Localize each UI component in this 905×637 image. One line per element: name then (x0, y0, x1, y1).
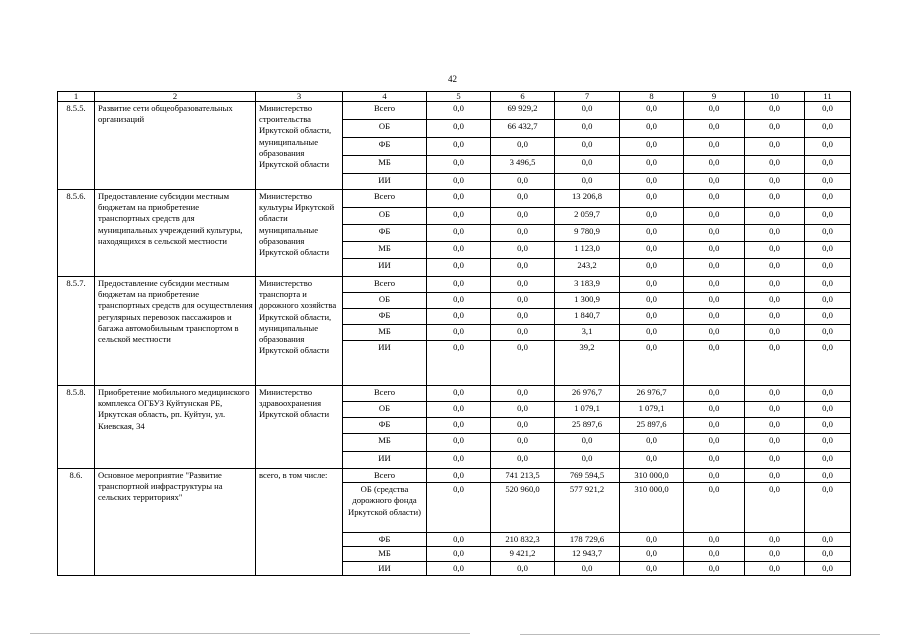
value-cell: 1 079,1 (555, 402, 620, 418)
value-cell: 0,0 (745, 386, 805, 402)
value-cell: 0,0 (620, 156, 684, 174)
value-cell: 0,0 (684, 325, 745, 341)
value-cell: 0,0 (555, 452, 620, 469)
header-cell: 5 (427, 92, 491, 102)
value-cell: 0,0 (684, 277, 745, 293)
value-cell: 0,0 (684, 547, 745, 561)
value-cell: 0,0 (620, 452, 684, 469)
value-cell: 0,0 (427, 309, 491, 325)
value-cell: 0,0 (805, 386, 851, 402)
value-cell: 0,0 (491, 208, 555, 225)
value-cell: 25 897,6 (555, 418, 620, 434)
funding-source: Всего (343, 190, 427, 208)
header-cell: 3 (256, 92, 343, 102)
value-cell: 0,0 (745, 402, 805, 418)
value-cell: 0,0 (620, 434, 684, 452)
value-cell: 0,0 (684, 469, 745, 483)
value-cell: 0,0 (745, 208, 805, 225)
value-cell: 520 960,0 (491, 483, 555, 533)
value-cell: 12 943,7 (555, 547, 620, 561)
value-cell: 0,0 (745, 259, 805, 277)
value-cell: 0,0 (805, 434, 851, 452)
value-cell: 3 496,5 (491, 156, 555, 174)
value-cell: 178 729,6 (555, 533, 620, 547)
value-cell: 9 780,9 (555, 225, 620, 242)
value-cell: 0,0 (555, 102, 620, 120)
value-cell: 0,0 (427, 341, 491, 386)
value-cell: 0,0 (805, 277, 851, 293)
value-cell: 0,0 (491, 561, 555, 575)
item-name: Развитие сети общеобразовательных организаций (95, 102, 256, 190)
value-cell: 0,0 (684, 402, 745, 418)
value-cell: 0,0 (684, 483, 745, 533)
value-cell: 0,0 (805, 293, 851, 309)
value-cell: 0,0 (684, 293, 745, 309)
value-cell: 310 000,0 (620, 483, 684, 533)
value-cell: 0,0 (684, 138, 745, 156)
table-row (58, 190, 851, 208)
header-cell: 10 (745, 92, 805, 102)
funding-source: Всего (343, 277, 427, 293)
value-cell: 1 300,9 (555, 293, 620, 309)
value-cell: 0,0 (491, 138, 555, 156)
value-cell: 66 432,7 (491, 120, 555, 138)
budget-table (57, 91, 851, 576)
value-cell: 0,0 (427, 386, 491, 402)
value-cell: 1 840,7 (555, 309, 620, 325)
value-cell: 0,0 (427, 325, 491, 341)
header-cell: 4 (343, 92, 427, 102)
value-cell: 0,0 (555, 561, 620, 575)
value-cell: 577 921,2 (555, 483, 620, 533)
value-cell: 39,2 (555, 341, 620, 386)
table-row (58, 386, 851, 402)
item-number: 8.5.6. (58, 190, 95, 277)
value-cell: 0,0 (684, 434, 745, 452)
funding-source: Всего (343, 469, 427, 483)
executor: Министерство культуры Иркутской области муниципальные образования Иркутской области (256, 190, 343, 277)
scan-artifact-line (520, 634, 880, 635)
value-cell: 0,0 (427, 452, 491, 469)
value-cell: 0,0 (555, 174, 620, 190)
value-cell: 0,0 (427, 190, 491, 208)
value-cell: 0,0 (427, 547, 491, 561)
scan-artifact-line (30, 633, 470, 634)
table-row (58, 469, 851, 483)
value-cell: 0,0 (491, 325, 555, 341)
value-cell: 0,0 (620, 309, 684, 325)
value-cell: 210 832,3 (491, 533, 555, 547)
value-cell: 0,0 (745, 452, 805, 469)
value-cell: 0,0 (427, 208, 491, 225)
item-number: 8.5.8. (58, 386, 95, 469)
header-cell: 7 (555, 92, 620, 102)
value-cell: 2 059,7 (555, 208, 620, 225)
funding-source: ФБ (343, 138, 427, 156)
item-name: Приобретение мобильного медицинского комплекса ОГБУЗ Куйтунская РБ, Иркутская область, рп. Куйтун, ул. Киевская, 34 (95, 386, 256, 469)
value-cell: 0,0 (427, 156, 491, 174)
value-cell: 0,0 (491, 309, 555, 325)
value-cell: 0,0 (805, 561, 851, 575)
funding-source: МБ (343, 156, 427, 174)
value-cell: 0,0 (805, 452, 851, 469)
value-cell: 0,0 (620, 277, 684, 293)
value-cell: 0,0 (805, 242, 851, 259)
value-cell: 0,0 (427, 418, 491, 434)
value-cell: 0,0 (427, 483, 491, 533)
value-cell: 0,0 (427, 277, 491, 293)
funding-source: ФБ (343, 309, 427, 325)
value-cell: 0,0 (427, 138, 491, 156)
funding-source: ИИ (343, 259, 427, 277)
header-row (58, 92, 851, 102)
value-cell: 0,0 (805, 174, 851, 190)
value-cell: 0,0 (491, 386, 555, 402)
value-cell: 0,0 (805, 325, 851, 341)
value-cell: 0,0 (620, 547, 684, 561)
value-cell: 0,0 (805, 138, 851, 156)
value-cell: 0,0 (805, 341, 851, 386)
header-cell: 6 (491, 92, 555, 102)
header-cell: 2 (95, 92, 256, 102)
funding-source: ОБ (343, 120, 427, 138)
value-cell: 0,0 (427, 434, 491, 452)
value-cell: 0,0 (555, 434, 620, 452)
value-cell: 69 929,2 (491, 102, 555, 120)
value-cell: 0,0 (684, 120, 745, 138)
value-cell: 741 213,5 (491, 469, 555, 483)
funding-source: ОБ (343, 402, 427, 418)
funding-source: ФБ (343, 418, 427, 434)
value-cell: 0,0 (745, 341, 805, 386)
value-cell: 0,0 (745, 434, 805, 452)
funding-source: ИИ (343, 341, 427, 386)
funding-source: ИИ (343, 561, 427, 575)
value-cell: 0,0 (684, 174, 745, 190)
value-cell: 0,0 (620, 293, 684, 309)
value-cell: 0,0 (620, 533, 684, 547)
value-cell: 0,0 (805, 208, 851, 225)
value-cell: 3 183,9 (555, 277, 620, 293)
value-cell: 0,0 (684, 102, 745, 120)
value-cell: 0,0 (805, 102, 851, 120)
value-cell: 1 079,1 (620, 402, 684, 418)
value-cell: 310 000,0 (620, 469, 684, 483)
executor: Министерство транспорта и дорожного хозяйства Иркутской области, муниципальные образования Иркутской области (256, 277, 343, 386)
value-cell: 26 976,7 (620, 386, 684, 402)
value-cell: 0,0 (745, 120, 805, 138)
value-cell: 0,0 (427, 174, 491, 190)
value-cell: 0,0 (805, 483, 851, 533)
value-cell: 0,0 (620, 242, 684, 259)
value-cell: 0,0 (805, 402, 851, 418)
value-cell: 0,0 (745, 469, 805, 483)
value-cell: 0,0 (491, 259, 555, 277)
value-cell: 0,0 (491, 225, 555, 242)
value-cell: 0,0 (555, 156, 620, 174)
value-cell: 0,0 (805, 469, 851, 483)
value-cell: 0,0 (745, 325, 805, 341)
value-cell: 0,0 (620, 325, 684, 341)
funding-source: МБ (343, 547, 427, 561)
value-cell: 0,0 (491, 418, 555, 434)
value-cell: 0,0 (684, 533, 745, 547)
value-cell: 243,2 (555, 259, 620, 277)
value-cell: 0,0 (745, 561, 805, 575)
value-cell: 0,0 (745, 483, 805, 533)
value-cell: 0,0 (805, 156, 851, 174)
value-cell: 0,0 (427, 242, 491, 259)
funding-source: ФБ (343, 225, 427, 242)
value-cell: 0,0 (684, 242, 745, 259)
value-cell: 0,0 (805, 190, 851, 208)
value-cell: 0,0 (684, 452, 745, 469)
value-cell: 0,0 (620, 341, 684, 386)
value-cell: 0,0 (491, 452, 555, 469)
value-cell: 0,0 (491, 293, 555, 309)
funding-source: ОБ (343, 293, 427, 309)
value-cell: 0,0 (684, 386, 745, 402)
value-cell: 9 421,2 (491, 547, 555, 561)
value-cell: 3,1 (555, 325, 620, 341)
header-cell: 8 (620, 92, 684, 102)
funding-source: ОБ (средства дорожного фонда Иркутской области) (343, 483, 427, 533)
value-cell: 0,0 (491, 174, 555, 190)
value-cell: 0,0 (427, 293, 491, 309)
value-cell: 0,0 (684, 259, 745, 277)
value-cell: 0,0 (684, 561, 745, 575)
value-cell: 0,0 (745, 418, 805, 434)
header-cell: 1 (58, 92, 95, 102)
value-cell: 26 976,7 (555, 386, 620, 402)
item-name: Предоставление субсидии местным бюджетам на приобретение транспортных средств для муниципальных учреждений культуры, находящихся в сельской местности (95, 190, 256, 277)
value-cell: 0,0 (684, 208, 745, 225)
value-cell: 0,0 (427, 402, 491, 418)
value-cell: 0,0 (684, 309, 745, 325)
value-cell: 0,0 (805, 309, 851, 325)
value-cell: 25 897,6 (620, 418, 684, 434)
value-cell: 0,0 (745, 309, 805, 325)
value-cell: 0,0 (620, 102, 684, 120)
value-cell: 0,0 (427, 469, 491, 483)
funding-source: МБ (343, 325, 427, 341)
header-cell: 9 (684, 92, 745, 102)
table-row (58, 102, 851, 120)
value-cell: 0,0 (620, 174, 684, 190)
value-cell: 0,0 (620, 138, 684, 156)
item-name: Основное мероприятие "Развитие транспортной инфраструктуры на сельских территориях" (95, 469, 256, 576)
value-cell: 0,0 (620, 225, 684, 242)
item-name: Предоставление субсидии местным бюджетам на приобретение транспортных средств для осуществления регулярных перевозок пассажиров и багажа автомобильным транспортом в сельской местности (95, 277, 256, 386)
item-number: 8.5.5. (58, 102, 95, 190)
value-cell: 0,0 (491, 402, 555, 418)
value-cell: 0,0 (555, 120, 620, 138)
value-cell: 0,0 (427, 120, 491, 138)
funding-source: ИИ (343, 174, 427, 190)
value-cell: 0,0 (620, 561, 684, 575)
value-cell: 0,0 (684, 156, 745, 174)
value-cell: 0,0 (805, 120, 851, 138)
funding-source: МБ (343, 434, 427, 452)
page-number: 42 (448, 74, 457, 84)
value-cell: 0,0 (805, 225, 851, 242)
funding-source: ИИ (343, 452, 427, 469)
value-cell: 0,0 (805, 259, 851, 277)
funding-source: МБ (343, 242, 427, 259)
value-cell: 0,0 (491, 341, 555, 386)
value-cell: 0,0 (491, 277, 555, 293)
value-cell: 0,0 (427, 102, 491, 120)
value-cell: 0,0 (684, 418, 745, 434)
value-cell: 0,0 (745, 102, 805, 120)
header-cell: 11 (805, 92, 851, 102)
table-row (58, 277, 851, 293)
value-cell: 0,0 (620, 190, 684, 208)
funding-source: ФБ (343, 533, 427, 547)
value-cell: 0,0 (491, 242, 555, 259)
value-cell: 0,0 (745, 156, 805, 174)
executor: всего, в том числе: (256, 469, 343, 576)
funding-source: Всего (343, 386, 427, 402)
value-cell: 0,0 (745, 190, 805, 208)
value-cell: 0,0 (745, 277, 805, 293)
value-cell: 0,0 (491, 434, 555, 452)
value-cell: 0,0 (805, 547, 851, 561)
executor: Министерство здравоохранения Иркутской области (256, 386, 343, 469)
value-cell: 0,0 (745, 533, 805, 547)
value-cell: 1 123,0 (555, 242, 620, 259)
value-cell: 0,0 (427, 225, 491, 242)
value-cell: 0,0 (745, 547, 805, 561)
value-cell: 0,0 (427, 259, 491, 277)
value-cell: 0,0 (620, 120, 684, 138)
value-cell: 0,0 (805, 418, 851, 434)
value-cell: 769 594,5 (555, 469, 620, 483)
item-number: 8.6. (58, 469, 95, 576)
value-cell: 0,0 (427, 561, 491, 575)
funding-source: Всего (343, 102, 427, 120)
value-cell: 0,0 (620, 208, 684, 225)
value-cell: 13 206,8 (555, 190, 620, 208)
value-cell: 0,0 (745, 138, 805, 156)
value-cell: 0,0 (427, 533, 491, 547)
value-cell: 0,0 (491, 190, 555, 208)
value-cell: 0,0 (745, 174, 805, 190)
value-cell: 0,0 (684, 225, 745, 242)
value-cell: 0,0 (555, 138, 620, 156)
executor: Министерство строительства Иркутской области, муниципальные образования Иркутской области (256, 102, 343, 190)
value-cell: 0,0 (684, 190, 745, 208)
item-number: 8.5.7. (58, 277, 95, 386)
value-cell: 0,0 (805, 533, 851, 547)
funding-source: ОБ (343, 208, 427, 225)
value-cell: 0,0 (684, 341, 745, 386)
value-cell: 0,0 (620, 259, 684, 277)
value-cell: 0,0 (745, 242, 805, 259)
value-cell: 0,0 (745, 225, 805, 242)
value-cell: 0,0 (745, 293, 805, 309)
